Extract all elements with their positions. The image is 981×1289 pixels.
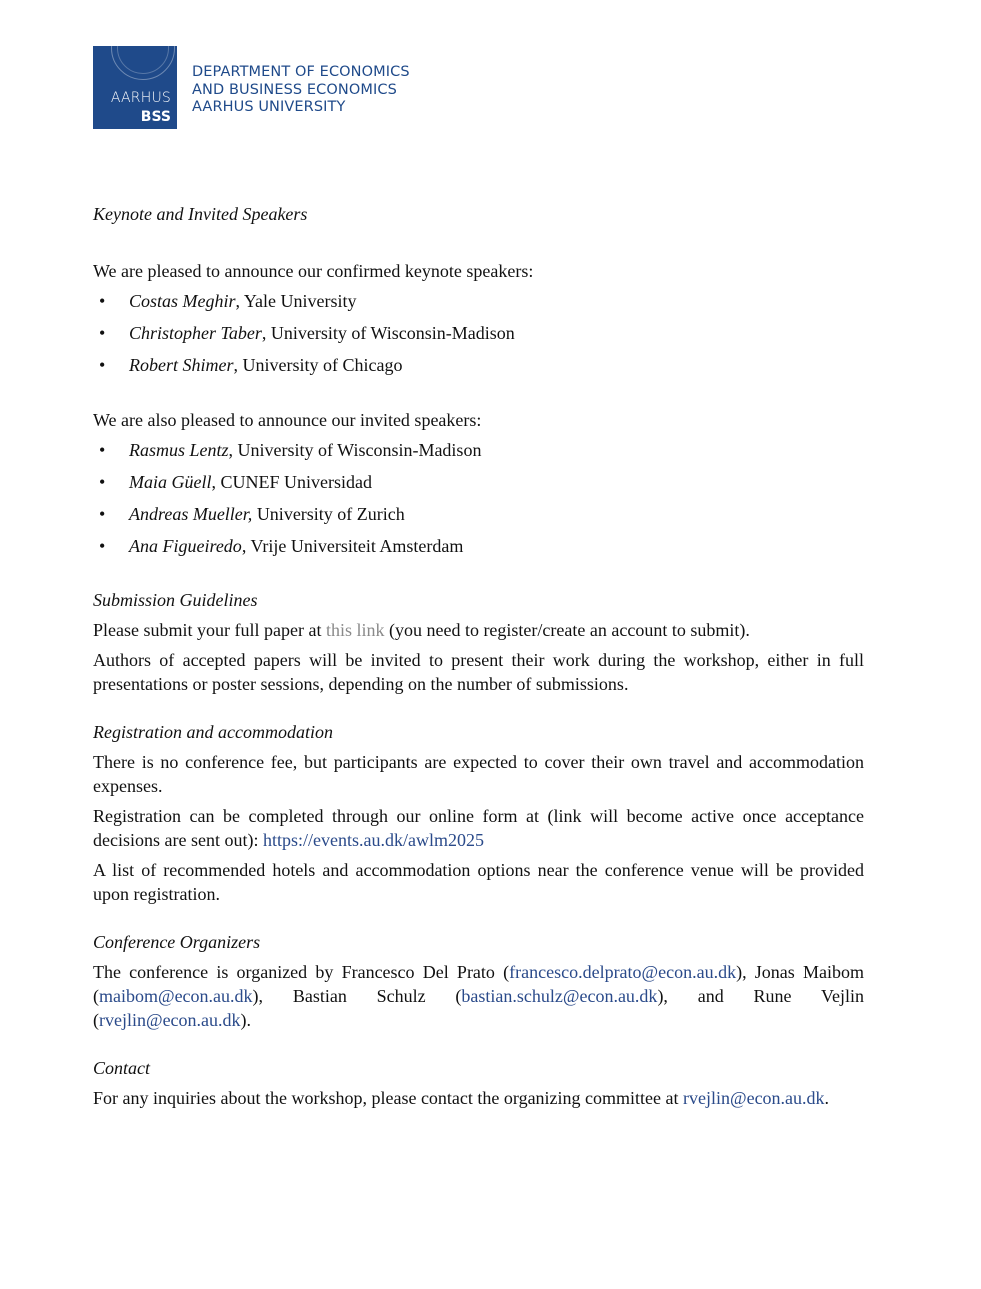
speakers-heading: Keynote and Invited Speakers [93,204,308,224]
text: The conference is organized by Francesco Del Prato ( [93,962,510,982]
speaker-affiliation: , University of Chicago [233,355,403,375]
department-line-2: AND BUSINESS ECONOMICS [192,81,397,98]
email-link-maibom[interactable]: maibom@econ.au.dk [99,986,253,1006]
speaker-name: Costas Meghir [129,291,236,311]
email-link-delprato[interactable]: francesco.delprato@econ.au.dk [509,962,737,982]
list-item [93,317,864,349]
registration-paragraph-1: There is no conference fee, but participants are expected to cover their own travel and accommodation expenses. [93,752,864,796]
keynote-list [93,285,864,381]
text: ), Jonas Maibom ( [93,962,864,1006]
list-item [93,349,864,381]
text: (you need to register/create an account to submit). [384,620,750,640]
speaker-name: Christopher Taber [129,323,262,343]
speaker-name: Andreas Mueller, [129,504,253,524]
text: . [824,1088,830,1108]
registration-paragraph-3: A list of recommended hotels and accommodation options near the conference venue will be provided upon registration. [93,860,864,904]
registration-form-link[interactable]: https://events.au.dk/awlm2025 [262,830,484,850]
speaker-affiliation: , Vrije Universiteit Amsterdam [241,536,464,556]
list-item [93,434,864,466]
organizers-heading: Conference Organizers [93,932,261,952]
document-body [93,202,864,1110]
contact-heading: Contact [93,1058,150,1078]
speaker-name: Robert Shimer [129,355,234,375]
list-item [93,285,864,317]
email-link-vejlin[interactable]: rvejlin@econ.au.dk [99,1010,241,1030]
speaker-affiliation: , CUNEF Universidad [211,472,372,492]
speaker-name: Ana Figueiredo [129,536,242,556]
speaker-affiliation: , University of Wisconsin-Madison [228,440,482,460]
contact-email-link[interactable]: rvejlin@econ.au.dk [683,1088,825,1108]
invited-list [93,434,864,562]
logo-aarhus-text: AARHUS [110,90,171,106]
logo-bss-text: BSS [140,109,171,125]
speaker-affiliation: , University of Wisconsin-Madison [261,323,515,343]
text: ), Bastian Schulz ( [252,986,462,1006]
aarhus-bss-logo [93,46,177,129]
text: Please submit your full paper at [93,620,326,640]
invited-intro: We are also pleased to announce our invited speakers: [93,410,482,430]
submission-heading: Submission Guidelines [93,590,258,610]
contact-paragraph [93,1086,864,1110]
department-line-1: DEPARTMENT OF ECONOMICS [192,64,410,80]
submission-link[interactable]: this link [325,620,385,640]
text: ). [240,1010,252,1030]
submission-paragraph-1 [93,618,864,642]
list-item [93,466,864,498]
email-link-schulz[interactable]: bastian.schulz@econ.au.dk [461,986,658,1006]
speaker-name: Rasmus Lentz [129,440,229,460]
keynote-intro: We are pleased to announce our confirmed keynote speakers: [93,261,534,281]
department-line-3: AARHUS UNIVERSITY [192,99,346,115]
submission-paragraph-2: Authors of accepted papers will be invited to present their work during the workshop, either in full presentations or poster sessions, depending on the number of submissions. [93,650,864,694]
text: ), and Rune Vejlin ( [93,986,864,1030]
speaker-affiliation: University of Zurich [252,504,405,524]
text: For any inquiries about the workshop, please contact the organizing committee at [93,1088,684,1108]
registration-paragraph-2 [93,804,864,852]
speaker-affiliation: , Yale University [235,291,357,311]
registration-heading: Registration and accommodation [93,722,333,742]
list-item [93,530,864,562]
text: Registration can be completed through our online form at (link will become active once acceptance decisions are sent out): [93,806,864,850]
speaker-name: Maia Güell [129,472,212,492]
department-name [192,64,410,117]
organizers-paragraph [93,960,864,1032]
list-item [93,498,864,530]
